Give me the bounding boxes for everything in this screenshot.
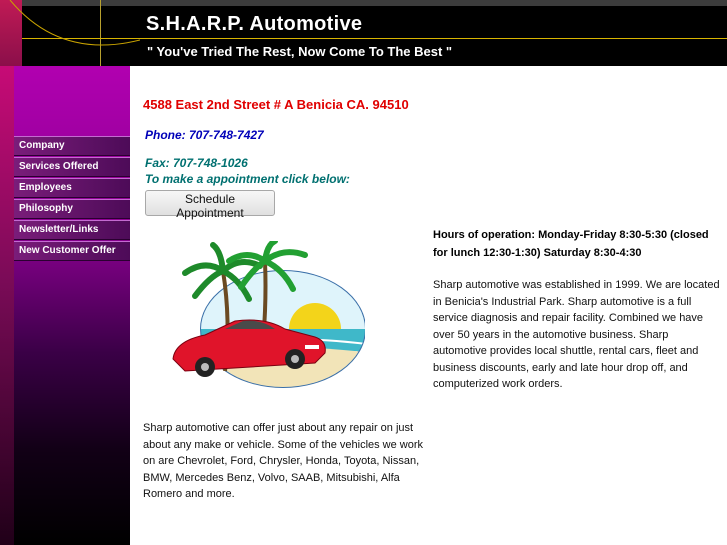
sidebar-edge [0, 66, 14, 545]
nav-item-newsletter-links[interactable]: Newsletter/Links [14, 220, 130, 240]
site-slogan: " You've Tried The Rest, Now Come To The Best " [147, 44, 453, 59]
repair-text: Sharp automotive can offer just about any repair on just about any make or vehicle. Some of the vehicles we work on are Chevrolet, Ford, Chrysler, Honda, Toyota, Nissan, BMW, Mercedes Benz, Volvo, SAAB, Mitsubishi, Alfa Romero and more. [143, 422, 424, 500]
beach-car-illustration [165, 241, 365, 406]
nav-item-services-offered[interactable]: Services Offered [14, 157, 130, 177]
shop-address: 4588 East 2nd Street # A Benicia CA. 94510 [143, 97, 409, 112]
about-text: Sharp automotive was established in 1999. We are located in Benicia's Industrial Park. Sharp automotive is a full service diagnosis and repair facility. Combined we have over 50 years in the automotive business. Sharp automotive provides local shuttle, rental cars, fleet and business discounts, early and late hour drop off, and computerized work orders. [433, 279, 720, 390]
sidebar [0, 66, 130, 545]
sidebar-nav [14, 136, 130, 262]
hours-of-operation: Hours of operation: Monday-Friday 8:30-5:30 (closed for lunch 12:30-1:30) Saturday 8:30-4:30 [433, 229, 709, 259]
main-content [130, 66, 727, 545]
header-arc-decoration [0, 0, 140, 66]
site-title: S.H.A.R.P. Automotive [146, 13, 363, 35]
nav-item-philosophy[interactable]: Philosophy [14, 199, 130, 219]
nav-item-employees[interactable]: Employees [14, 178, 130, 198]
nav-item-new-customer-offer[interactable]: New Customer Offer [14, 241, 130, 261]
site-header [0, 0, 727, 66]
schedule-appointment-button[interactable]: Schedule Appointment [145, 190, 275, 216]
appointment-prompt: To make a appointment click below: [145, 172, 350, 186]
nav-item-company[interactable]: Company [14, 136, 130, 156]
shop-phone: Phone: 707-748-7427 [145, 128, 264, 142]
shop-fax: Fax: 707-748-1026 [145, 156, 248, 170]
